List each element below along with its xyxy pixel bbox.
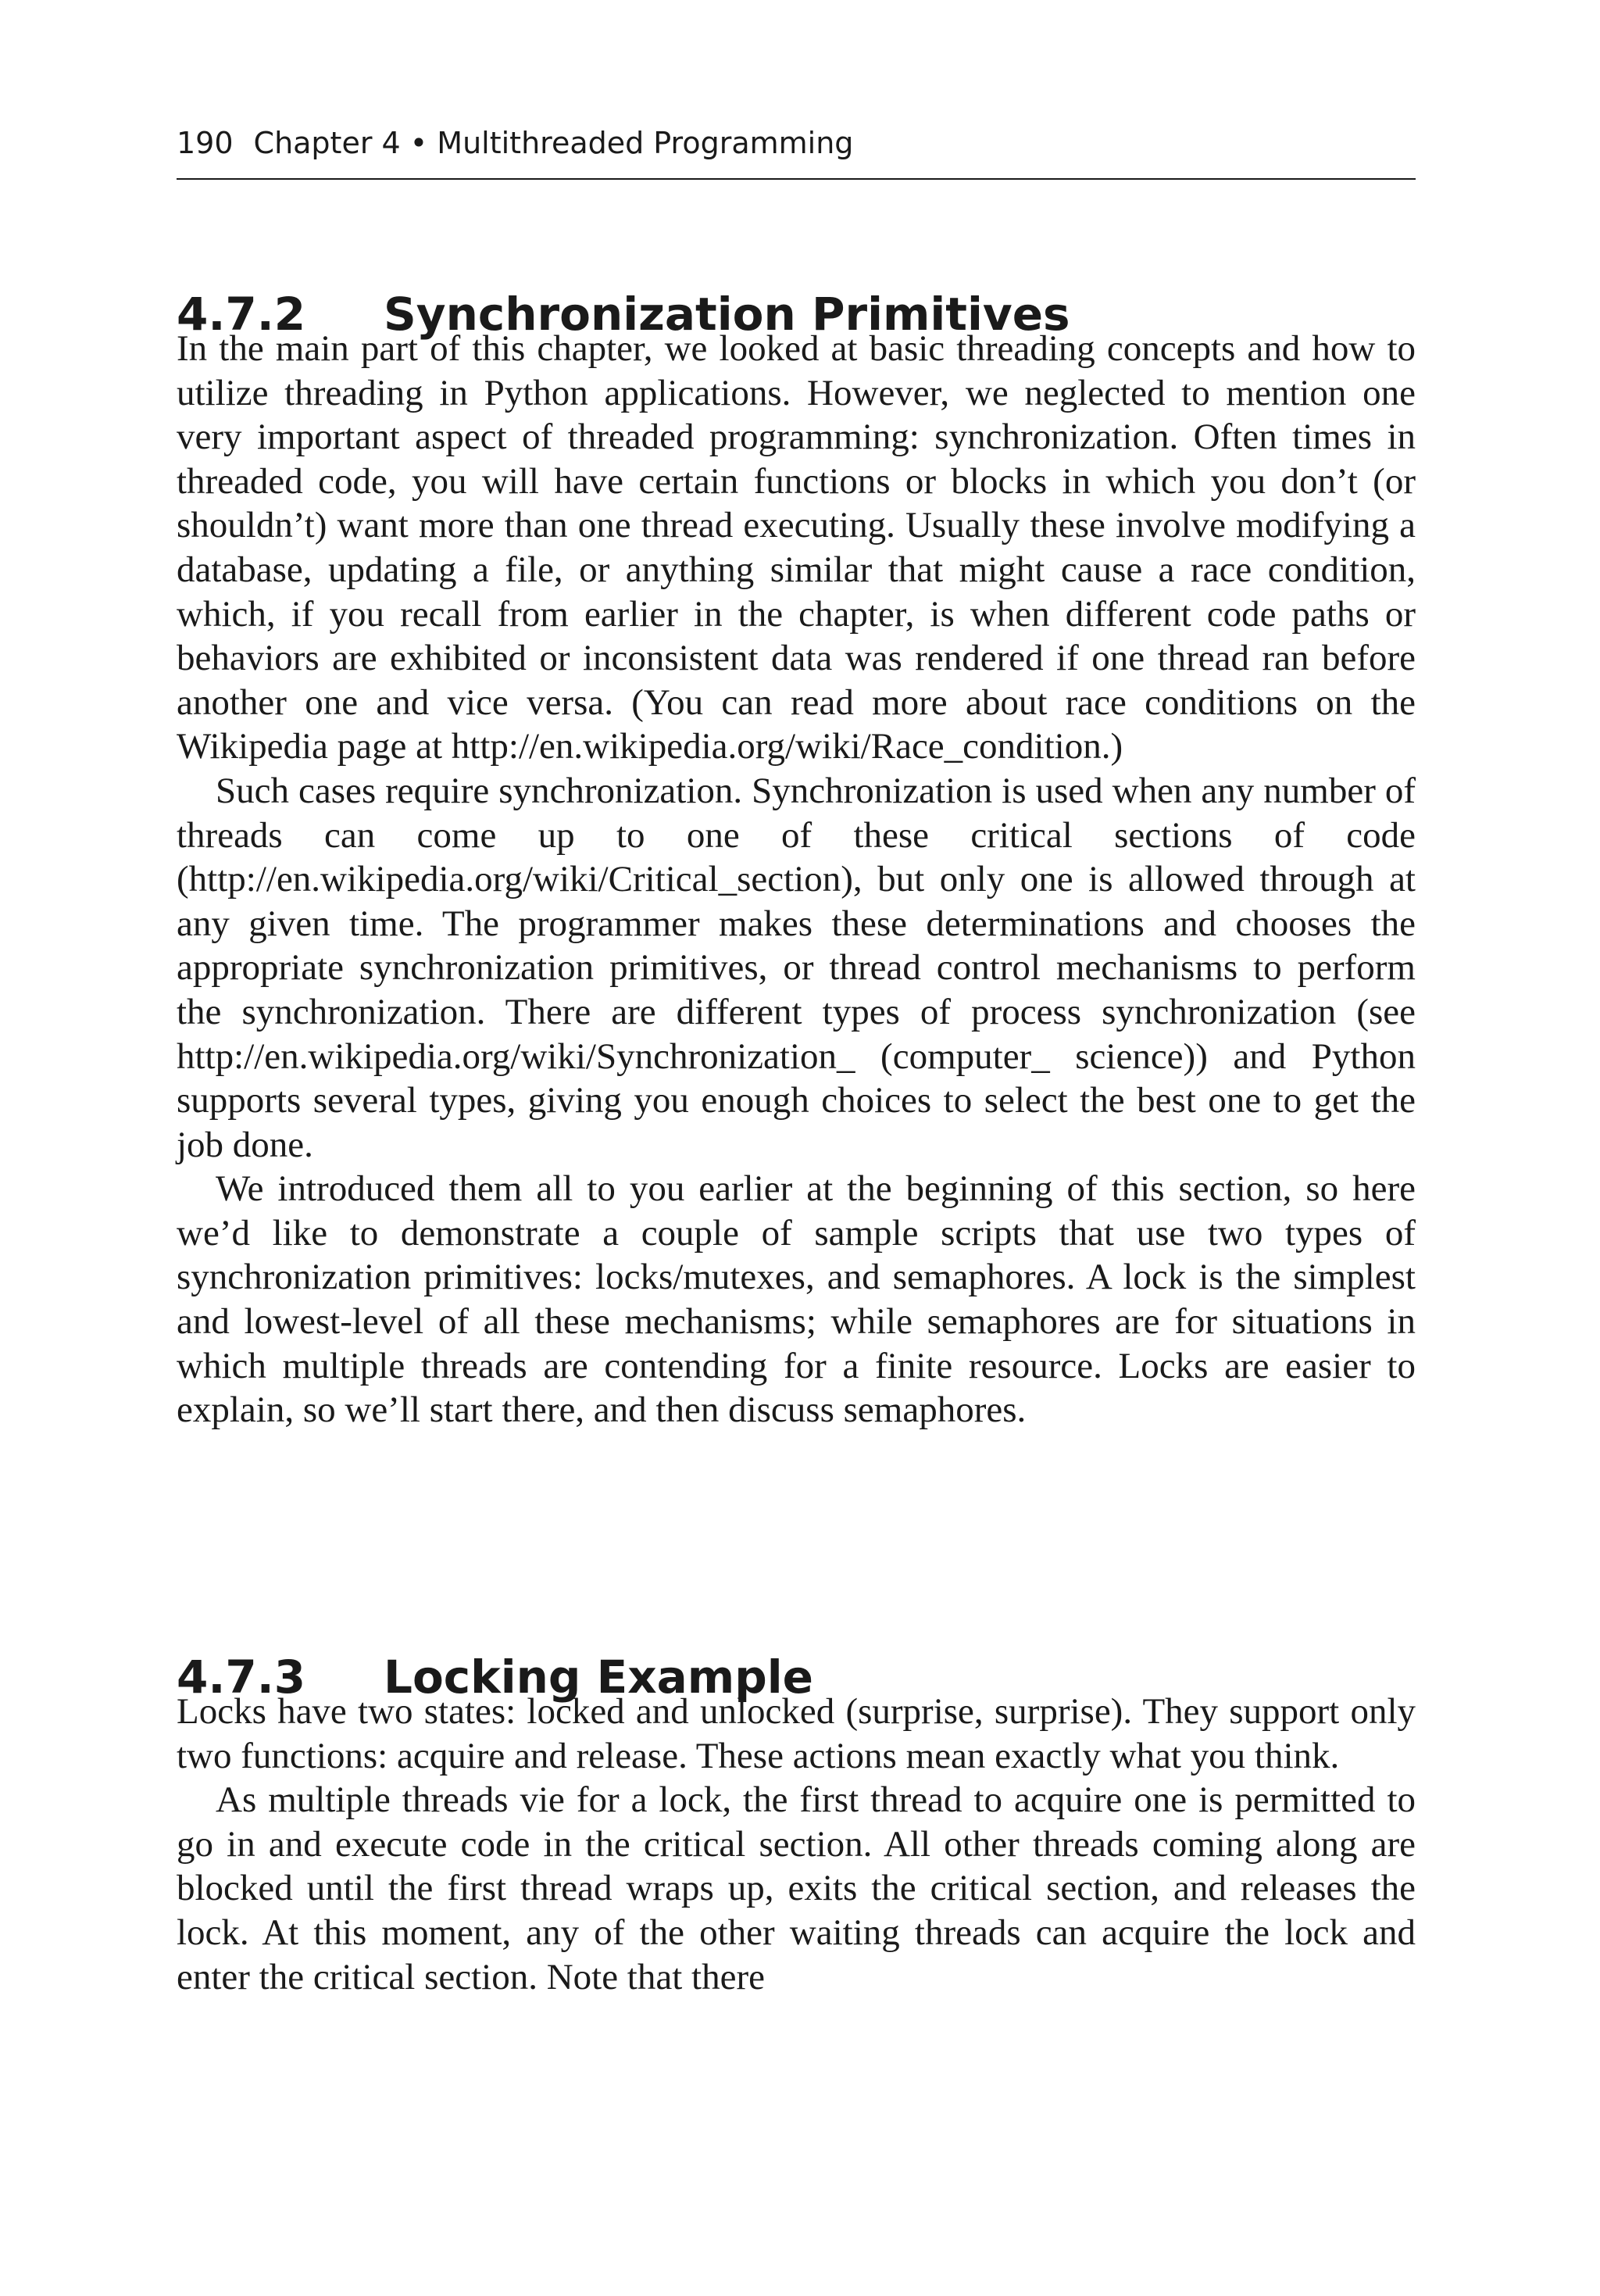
paragraph: As multiple threads vie for a lock, the first thread to acquire one is permitted to go in and execute code in the critical section. All other threads coming along are blocked until the first thread wraps up, exits the critical section, and releases the lock. At this moment, any of the other waiting threads can acquire the lock and enter the critical section. Note that there [177, 1779, 1416, 1997]
section-title: Synchronization Primitives [384, 288, 1070, 342]
section-body-synchronization-primitives [177, 327, 1416, 1432]
section-body-locking-example [177, 1690, 1416, 1999]
paragraph: We introduced them all to you earlier at the beginning of this section, so here we’d like to demonstrate a couple of sample scripts that use two types of synchronization primitives: locks/mutexes, and semaphores. A lock is the simplest and lowest-level of all these mechanisms; while semaphores are for situations in which multiple threads are contending for a finite resource. Locks are easier to explain, so we’ll start there, and then discuss semaphores. [177, 1168, 1416, 1431]
section-number: 4.7.3 [177, 1650, 306, 1704]
section-title: Locking Example [384, 1650, 813, 1704]
section-number: 4.7.2 [177, 288, 306, 342]
page-number: 190 [177, 126, 234, 160]
chapter-title: Chapter 4 • Multithreaded Programming [253, 126, 854, 160]
running-head [177, 123, 853, 163]
paragraph: Such cases require synchronization. Synchronization is used when any number of threads can come up to one of these critical sections of code (http://en.wikipedia.org/wiki/Critical_section), but only one is allowed through at any given time. The programmer makes these determinations and chooses the appropriate synchronization primitives, or thread control mechanisms to perform the synchronization. There are different types of process synchronization (see http://en.wikipedia.org/wiki/Synchronization_ (computer_ science)) and Python supports several types, giving you enough choices to select the best one to get the job done. [177, 770, 1416, 1165]
paragraph: Locks have two states: locked and unlocked (surprise, surprise). They support only two functions: acquire and release. These actions mean exactly what you think. [177, 1691, 1416, 1776]
paragraph: In the main part of this chapter, we looked at basic threading concepts and how to utilize threading in Python applications. However, we neglected to mention one very important aspect of threaded programming: synchronization. Often times in threaded code, you will have certain functions or blocks in which you don’t (or shouldn’t) want more than one thread executing. Usually these involve modifying a database, updating a file, or anything similar that might cause a race condition, which, if you recall from earlier in the chapter, is when different code paths or behaviors are exhibited or inconsistent data was rendered if one thread ran before another one and vice versa. (You can read more about race conditions on the Wikipedia page at http://en.wikipedia.org/wiki/Race_condition.) [177, 328, 1416, 767]
header-rule [177, 178, 1416, 180]
